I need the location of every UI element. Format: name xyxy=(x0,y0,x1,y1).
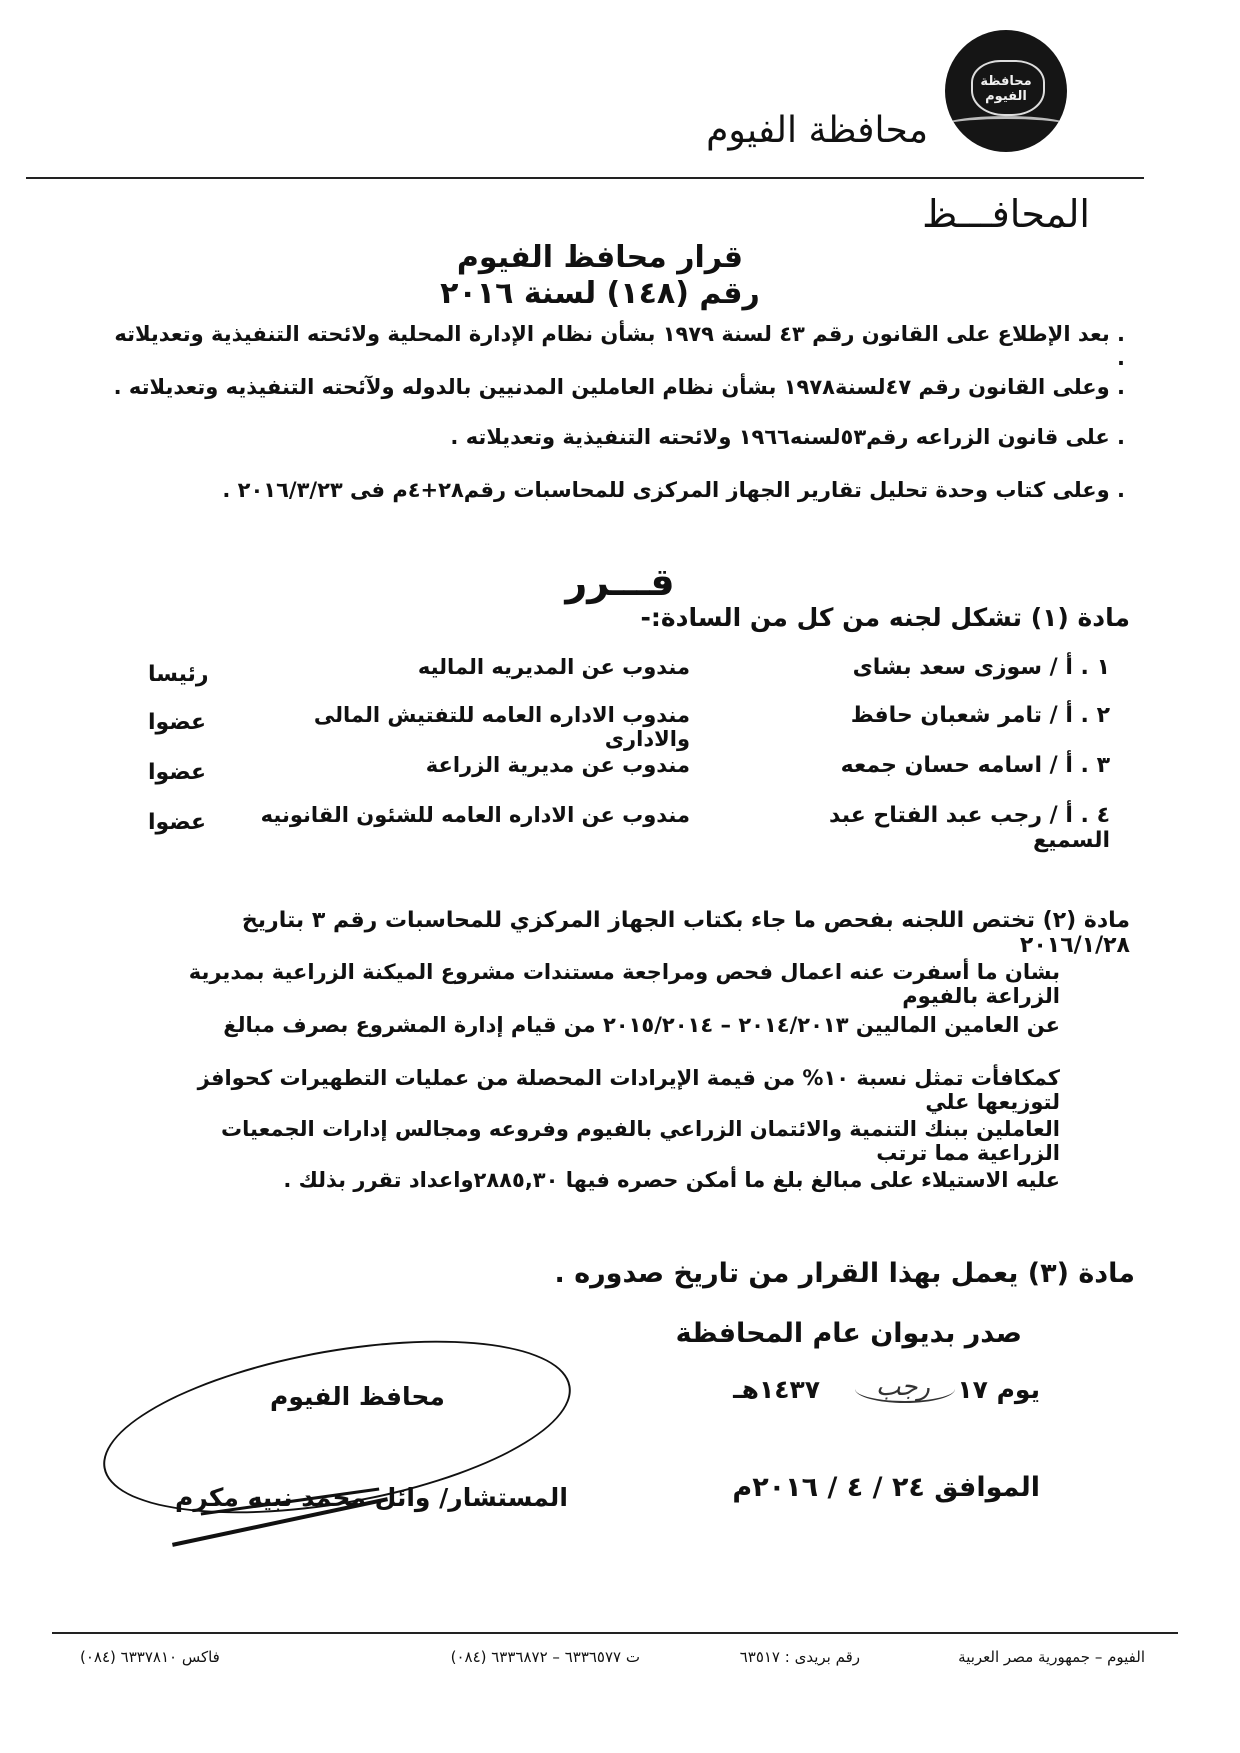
hijri-year: ١٤٣٧هـ xyxy=(733,1375,820,1404)
signatory-title: محافظ الفيوم xyxy=(270,1382,445,1411)
article-2-line: عن العامين الماليين ٢٠١٤/٢٠١٣ – ٢٠١٥/٢٠١٤ من قيام إدارة المشروع بصرف مبالغ xyxy=(223,1013,1060,1037)
member-name: ١ . أ / سوزى سعد بشاى xyxy=(852,655,1110,680)
member-position: عضوا xyxy=(148,810,207,835)
office-title: المحافـــظ xyxy=(922,192,1090,236)
governorate-logo xyxy=(945,30,1067,152)
governorate-name: محافظة الفيوم xyxy=(706,110,928,151)
hijri-month: رجب xyxy=(875,1372,930,1402)
member-position: رئيسا xyxy=(148,662,209,687)
member-position: عضوا xyxy=(148,710,207,735)
issued-statement: صدر بديوان عام المحافظة xyxy=(675,1318,1022,1349)
footer-postal: رقم بريدى : ٦٣٥١٧ xyxy=(739,1648,860,1666)
article-1-heading: مادة (١) تشكل لجنه من كل من السادة:- xyxy=(640,603,1130,632)
member-role: مندوب عن المديريه الماليه xyxy=(417,655,690,679)
footer-fax: فاكس ٦٣٣٧٨١٠ (٠٨٤) xyxy=(80,1648,220,1666)
decree-title: قرار محافظ الفيوم xyxy=(456,240,744,275)
member-name: ٤ . أ / رجب عبد الفتاح عبد السميع xyxy=(829,803,1110,853)
footer-address: الفيوم – جمهورية مصر العربية xyxy=(958,1648,1145,1666)
logo-wave-shape xyxy=(945,116,1067,137)
article-2-line: بشان ما أسفرت عنه اعمال فحص ومراجعة مستندات مشروع الميكنة الزراعية بمديرية الزراعة بالفيوم xyxy=(188,960,1060,1008)
decree-number: رقم (١٤٨) لسنة ٢٠١٦ xyxy=(440,276,760,311)
handwritten-month-stroke xyxy=(855,1375,955,1403)
article-3: مادة (٣) يعمل بهذا القرار من تاريخ صدوره . xyxy=(554,1258,1135,1289)
logo-text: محافظة الفيوم xyxy=(980,74,1032,104)
footer-divider xyxy=(52,1632,1178,1634)
member-position: عضوا xyxy=(148,760,207,785)
preamble-line: . على قانون الزراعه رقم٥٣لسنه١٩٦٦ ولائحته التنفيذية وتعديلاته . xyxy=(450,425,1125,449)
article-2-line: العاملين ببنك التنمية والائتمان الزراعي بالفيوم وفروعه ومجالس إدارات الجمعيات الزراعية مما ترتب xyxy=(221,1117,1060,1165)
member-role: مندوب الاداره العامه للتفتيش المالى والادارى xyxy=(313,703,690,751)
footer-phone: ت ٦٣٣٦٥٧٧ – ٦٣٣٦٨٧٢ (٠٨٤) xyxy=(450,1648,640,1666)
member-role: مندوب عن الاداره العامه للشئون القانونيه xyxy=(260,803,690,827)
member-name: ٢ . أ / تامر شعبان حافظ xyxy=(850,703,1110,728)
header-divider xyxy=(26,177,1144,179)
article-2-line: مادة (٢) تختص اللجنه بفحص ما جاء بكتاب الجهاز المركزي للمحاسبات رقم ٣ بتاريخ ٢٠١٦/١/٢٨ xyxy=(241,908,1130,958)
gregorian-date: الموافق ٢٤ / ٤ / ٢٠١٦م xyxy=(732,1472,1040,1503)
preamble-line: . وعلى القانون رقم ٤٧لسنة١٩٧٨ بشأن نظام العاملين المدنيين بالدوله ولآئحته التنفيذيه وتعديلاته . xyxy=(113,375,1125,399)
hijri-day: يوم ١٧ xyxy=(957,1375,1040,1404)
decision-heading: قـــرر xyxy=(565,560,675,604)
signatory-name: المستشار/ وائل محمد نبيه مكرم xyxy=(175,1483,568,1512)
preamble-line: . وعلى كتاب وحدة تحليل تقارير الجهاز المركزى للمحاسبات رقم٢٨+٤م فى ٢٠١٦/٣/٢٣ . xyxy=(222,478,1125,502)
article-2-line: عليه الاستيلاء على مبالغ بلغ ما أمكن حصره فيها ٢٨٨٥,٣٠واعداد تقرر بذلك . xyxy=(283,1168,1060,1192)
member-role: مندوب عن مديرية الزراعة xyxy=(425,753,690,777)
member-name: ٣ . أ / اسامه حسان جمعه xyxy=(840,753,1110,778)
preamble-line: . بعد الإطلاع على القانون رقم ٤٣ لسنة ١٩٧٩ بشأن نظام الإدارة المحلية ولائحته التنفيذية وتعديلاته . xyxy=(114,322,1125,370)
article-2-line: كمكافأت تمثل نسبة ١٠% من قيمة الإيرادات المحصلة من عمليات التطهيرات كحوافز لتوزيعها علي xyxy=(197,1066,1060,1114)
